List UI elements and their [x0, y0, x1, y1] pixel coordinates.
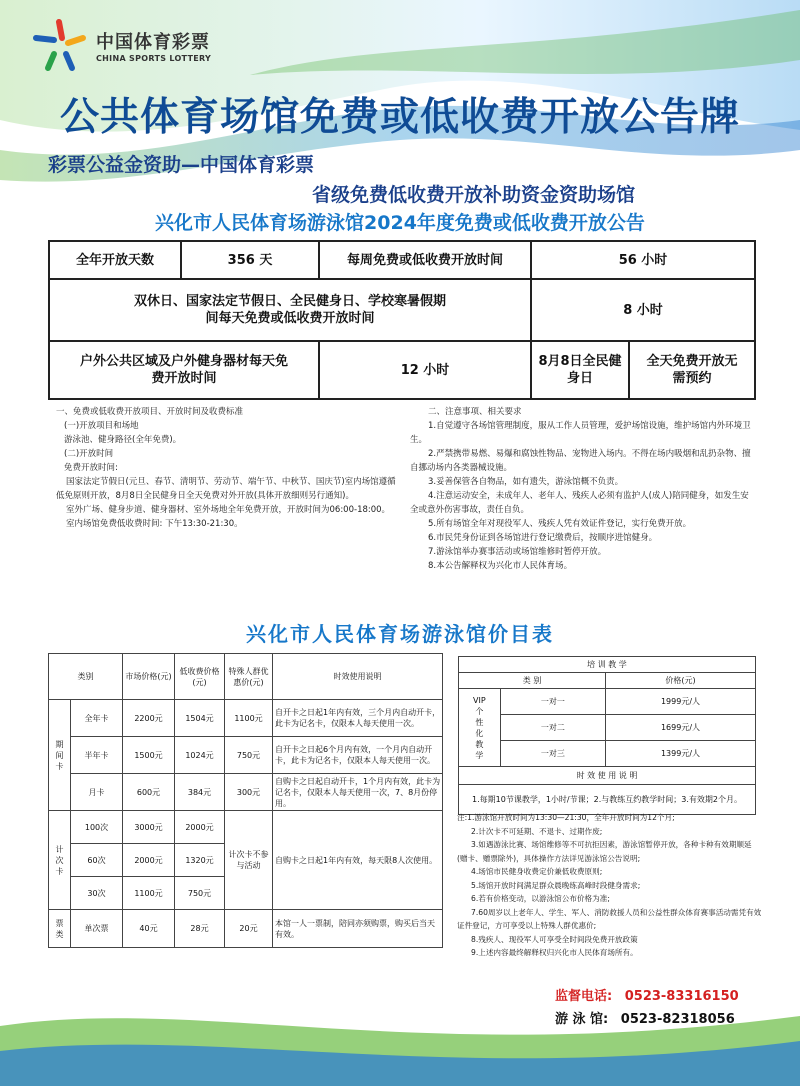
row-name: 半年卡 — [71, 737, 123, 774]
row-note: 自开卡之日起6个月内有效，一个月内自动开卡，此卡为记名卡，仅限本人每天使用一次。 — [273, 737, 443, 774]
note-line: 7.游泳馆举办赛事活动或场馆维修时暂停开放。 — [428, 547, 607, 557]
table-row — [49, 811, 443, 844]
row-low: 28元 — [175, 910, 225, 948]
footnote-line: 注:1.游泳馆开放时间为13:30—21:30，全年开放时间为12个月; — [457, 813, 675, 822]
lottery-star-icon — [28, 16, 90, 78]
pool-phone-number[interactable]: 0523-82318056 — [620, 1012, 735, 1027]
note-line: 免费开放时间: — [64, 463, 118, 473]
note-line: 国家法定节假日(元旦、春节、清明节、劳动节、端午节、中秋节、国庆节)室内场馆遵循低免原则开放，8月8日全民健身日全天免费对外开放(具体开放细则另行通知)。 — [56, 477, 396, 501]
row-market: 40元 — [123, 910, 175, 948]
price-header-special: 特殊人群优惠价(元) — [225, 654, 273, 700]
row-name: 60次 — [71, 844, 123, 877]
table-row — [49, 737, 443, 774]
row-name: 全年卡 — [71, 700, 123, 737]
table-row — [459, 741, 756, 767]
footnote-line: 3.如遇游泳比赛、场馆维修等不可抗拒因素，游泳馆暂停开放，各种卡种有效期顺延(赠卡、赠票除外)，具体操作方法详见游泳馆公告说明; — [457, 840, 752, 863]
note-line: 1.自觉遵守各场馆管理制度，服从工作人员管理，爱护场馆设施，维护场馆内外环境卫生。 — [410, 421, 751, 445]
row-low: 384元 — [175, 774, 225, 811]
row-market: 1500元 — [123, 737, 175, 774]
row-special: 750元 — [225, 737, 273, 774]
row-special: 300元 — [225, 774, 273, 811]
price-header-low: 低收费价格(元) — [175, 654, 225, 700]
row-name: 单次票 — [71, 910, 123, 948]
training-title: 培 训 教 学 — [459, 657, 756, 673]
row-note: 自开卡之日起1年内有效，三个月内自动开卡，此卡为记名卡，仅限本人每天使用一次。 — [273, 700, 443, 737]
footnote-line: 4.场馆市民健身收费定价兼低收费原则; — [471, 867, 603, 876]
announcement-title: 兴化市人民体育场游泳馆2024年度免费或低收费开放公告 — [155, 212, 645, 234]
annual-days-value: 356 天 — [181, 241, 319, 279]
row-price: 1399元/人 — [606, 741, 756, 767]
pool-phone — [555, 1008, 735, 1027]
training-header-price: 价格(元) — [606, 673, 756, 689]
note-line: 6.市民凭身份证到各场馆进行登记缴费后，按顺序进馆健身。 — [428, 533, 658, 543]
row-name: 30次 — [71, 877, 123, 910]
footnote-line: 2.计次卡不可延期、不退卡、过期作废; — [471, 826, 603, 836]
note-line: (一)开放项目和场地 — [64, 421, 139, 431]
row-note: 本馆一人一票制，陪同亦须购票，购买后当天有效。 — [273, 910, 443, 948]
price-header-market: 市场价格(元) — [123, 654, 175, 700]
note-line: 一、免费或低收费开放项目、开放时间及收费标准 — [56, 407, 244, 417]
training-header-category: 类 别 — [459, 673, 606, 689]
row-name: 一对三 — [500, 741, 605, 767]
usage-text: 1.每期10节课教学，1小时/节课；2.与教练互约教学时间；3.有效期2个月。 — [459, 785, 756, 815]
row-market: 1100元 — [123, 877, 175, 910]
pool-phone-label: 游 泳 馆: — [555, 1012, 609, 1027]
subtitle-provincial: 省级免费低收费开放补助资金资助场馆 — [312, 184, 636, 206]
usage-title: 时 效 使 用 说 明 — [459, 767, 756, 785]
footnote-line: 6.若有价格变动，以游泳馆公布价格为准; — [471, 894, 610, 903]
supervision-hotline — [555, 985, 739, 1004]
footnote-line: 8.残疾人、现役军人可享受全时间段免费开放政策 — [471, 934, 638, 944]
vip-teaching-group: VIP个性化教学 — [459, 689, 501, 767]
note-line: 4.注意运动安全，未成年人、老年人、残疾人必须有监护人(成人)陪同健身，如发生安全或意外伤害事故，责任自负。 — [410, 491, 749, 515]
note-line: 5.所有场馆全年对现役军人、残疾人凭有效证件登记，实行免费开放。 — [428, 519, 692, 529]
outdoor-hours-label: 户外公共区域及户外健身器材每天免费开放时间 — [49, 341, 319, 399]
weekly-hours-value: 56 小时 — [531, 241, 755, 279]
holiday-hours-value: 8 小时 — [531, 279, 755, 341]
count-card-group: 计次卡 — [49, 811, 71, 910]
logo-chinese-text: 中国体育彩票 — [96, 31, 210, 53]
period-card-group: 期间卡 — [49, 700, 71, 811]
row-market: 2200元 — [123, 700, 175, 737]
row-price: 1999元/人 — [606, 689, 756, 715]
note-line: 8.本公告解释权为兴化市人民体育场。 — [428, 561, 573, 571]
price-list-title: 兴化市人民体育场游泳馆价目表 — [246, 622, 554, 646]
row-low: 1320元 — [175, 844, 225, 877]
row-market: 600元 — [123, 774, 175, 811]
footnote-line: 7.60周岁以上老年人、学生、军人、消防救援人员和公益性群众体育赛事活动需凭有效证件登记，方可享受以上特殊人群优惠价; — [457, 907, 762, 930]
row-special: 1100元 — [225, 700, 273, 737]
subtitle-lottery: 彩票公益金资助—中国体育彩票 — [48, 154, 315, 176]
price-header-category: 类别 — [49, 654, 123, 700]
note-line: 室内场馆免费低收费时间: 下午13:30-21:30。 — [66, 519, 243, 529]
note-line: 2.严禁携带易燃、易爆和腐蚀性物品、宠物进入场内。不得在场内吸烟和乱扔杂物、擅自挪动场内各类器械设施。 — [410, 449, 751, 473]
annual-days-label: 全年开放天数 — [49, 241, 181, 279]
row-note: 自购卡之日起自动开卡，1个月内有效，此卡为记名卡，仅限本人每天使用一次，7、8月份停用。 — [273, 774, 443, 811]
hotline-label: 监督电话: — [555, 989, 613, 1004]
count-card-note: 自购卡之日起1年内有效，每天限8人次使用。 — [273, 811, 443, 910]
row-low: 1504元 — [175, 700, 225, 737]
row-low: 2000元 — [175, 811, 225, 844]
footnote-line: 9.上述内容最终解释权归兴化市人民体育场所有。 — [471, 948, 638, 957]
note-line: 室外广场、健身步道、健身器材、室外场地全年免费开放，开放时间为06:00-18:00。 — [66, 505, 391, 515]
fitness-day-label: 8月8日全民健身日 — [531, 341, 629, 399]
row-name: 月卡 — [71, 774, 123, 811]
page-title: 公共体育场馆免费或低收费开放公告牌 — [59, 95, 740, 140]
footnote-line: 5.场馆开放时间满足群众晨晚练高峰时段健身需求; — [471, 880, 641, 890]
note-line: (二)开放时间 — [64, 449, 114, 459]
table-row — [49, 910, 443, 948]
opening-summary-table — [48, 240, 756, 400]
table-row — [459, 715, 756, 741]
row-special: 20元 — [225, 910, 273, 948]
price-header-note: 时效使用说明 — [273, 654, 443, 700]
right-notes — [410, 405, 756, 573]
note-line: 二、注意事项、相关要求 — [428, 407, 522, 417]
row-market: 2000元 — [123, 844, 175, 877]
outdoor-hours-value: 12 小时 — [319, 341, 531, 399]
hotline-number[interactable]: 0523-83316150 — [624, 989, 739, 1004]
logo-english-text: CHINA SPORTS LOTTERY — [96, 53, 212, 63]
table-row — [459, 689, 756, 715]
note-line: 3.妥善保管各自物品，如有遗失，游泳馆概不负责。 — [428, 477, 624, 487]
training-table — [458, 656, 756, 815]
china-sports-lottery-logo — [28, 16, 211, 78]
left-notes — [56, 405, 402, 531]
table-row — [49, 700, 443, 737]
table-row — [49, 774, 443, 811]
price-table — [48, 653, 443, 948]
note-line: 游泳池、健身路径(全年免费)。 — [64, 435, 182, 445]
holiday-hours-label: 双休日、国家法定节假日、全民健身日、学校寒暑假期间每天免费或低收费开放时间 — [49, 279, 531, 341]
count-card-special: 计次卡不参与活动 — [225, 811, 273, 910]
row-market: 3000元 — [123, 811, 175, 844]
row-price: 1699元/人 — [606, 715, 756, 741]
row-name: 100次 — [71, 811, 123, 844]
row-name: 一对二 — [500, 715, 605, 741]
row-low: 1024元 — [175, 737, 225, 774]
ticket-group: 票类 — [49, 910, 71, 948]
row-low: 750元 — [175, 877, 225, 910]
fitness-day-value: 全天免费开放无需预约 — [629, 341, 755, 399]
row-name: 一对一 — [500, 689, 605, 715]
weekly-hours-label: 每周免费或低收费开放时间 — [319, 241, 531, 279]
price-footnotes — [457, 811, 762, 960]
